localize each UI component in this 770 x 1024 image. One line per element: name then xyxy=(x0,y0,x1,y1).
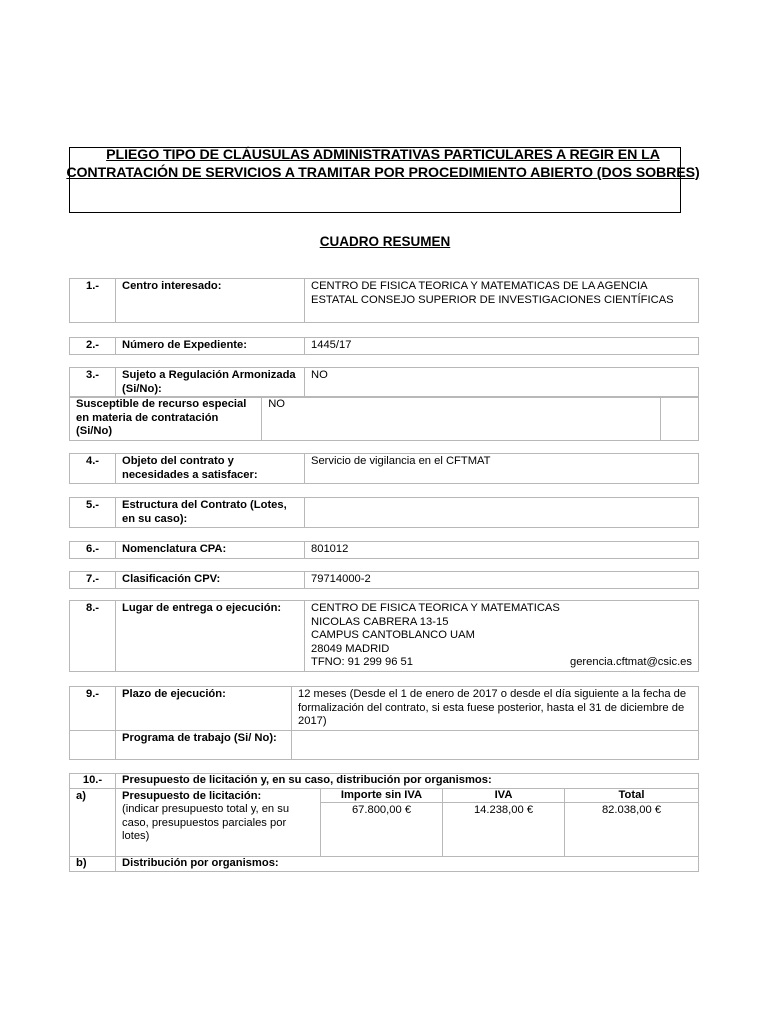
row-number: 5.- xyxy=(70,498,116,528)
address-line: CENTRO DE FISICA TEORICA Y MATEMATICAS xyxy=(311,602,560,614)
row-number: 10.- xyxy=(70,774,116,789)
email-text: gerencia.cftmat@csic.es xyxy=(569,656,692,668)
row-value xyxy=(305,601,699,672)
row-5-table xyxy=(69,497,699,528)
row-6-table xyxy=(69,541,699,559)
value-importe: 67.800,00 € xyxy=(321,803,443,857)
row-label: Estructura del Contrato (Lotes, en su caso): xyxy=(116,498,305,528)
row-label: Nomenclatura CPA: xyxy=(116,542,305,559)
phone-text: TFNO: 91 299 96 51 xyxy=(311,656,413,668)
row-value: 12 meses (Desde el 1 de enero de 2017 o desde el día siguiente a la fecha de formalización del contrato, si esta fuese posterior, hasta el 31 de diciembre de 2017) xyxy=(292,687,699,731)
row-label: Sujeto a Regulación Armonizada (Si/No): xyxy=(116,368,305,398)
budget-note: (indicar presupuesto total y, en su caso, presupuestos parciales por lotes) xyxy=(122,803,290,842)
row-number: 9.- xyxy=(70,687,116,731)
row-number: 7.- xyxy=(70,572,116,589)
address-line: NICOLAS CABRERA 13-15 xyxy=(311,615,449,628)
row-label: Número de Expediente: xyxy=(116,338,305,355)
distribution-label: Distribución por organismos: xyxy=(116,857,699,872)
row-value: CENTRO DE FISICA TEORICA Y MATEMATICAS DE LA AGENCIA ESTATAL CONSEJO SUPERIOR DE INVESTIGACIONES CIENTÍFICAS xyxy=(305,279,699,323)
row-number: 8.- xyxy=(70,601,116,672)
row-7-table xyxy=(69,571,699,589)
subsection-b-marker: b) xyxy=(70,857,116,872)
row-label: Centro interesado: xyxy=(116,279,305,323)
row-number: 4.- xyxy=(70,454,116,484)
row-number: 2.- xyxy=(70,338,116,355)
row-label: Lugar de entrega o ejecución: xyxy=(116,601,305,672)
address-line: CAMPUS CANTOBLANCO UAM xyxy=(311,629,475,641)
row-value: 1445/17 xyxy=(305,338,699,355)
col-header-importe: Importe sin IVA xyxy=(321,788,443,803)
row-label: Plazo de ejecución: xyxy=(116,687,292,731)
row-label: Presupuesto de licitación y, en su caso, distribución por organismos: xyxy=(116,774,699,789)
row-value: Servicio de vigilancia en el CFTMAT xyxy=(305,454,699,484)
row-2-table xyxy=(69,337,699,355)
row-sub-empty xyxy=(660,397,698,441)
row-label: Clasificación CPV: xyxy=(116,572,305,589)
contact-line xyxy=(311,656,692,670)
row-sub-value xyxy=(292,730,699,759)
row-number: 3.- xyxy=(70,368,116,398)
row-value: 79714000-2 xyxy=(305,572,699,589)
budget-label-cell xyxy=(116,788,321,857)
row-8-table xyxy=(69,600,699,672)
row-4-table xyxy=(69,453,699,484)
budget-label: Presupuesto de licitación: xyxy=(122,789,262,802)
row-number-empty xyxy=(70,730,116,759)
row-1-table xyxy=(69,278,699,323)
row-value: 801012 xyxy=(305,542,699,559)
col-header-iva: IVA xyxy=(443,788,565,803)
value-iva: 14.238,00 € xyxy=(443,803,565,857)
row-10-table xyxy=(69,773,699,872)
row-label: Objeto del contrato y necesidades a satisfacer: xyxy=(116,454,305,484)
row-3-sub-table xyxy=(69,396,699,441)
address-line: 28049 MADRID xyxy=(311,642,390,655)
row-sub-label: Programa de trabajo (Si/ No): xyxy=(116,730,292,759)
value-total: 82.038,00 € xyxy=(565,803,699,857)
row-number: 6.- xyxy=(70,542,116,559)
row-value: NO xyxy=(305,368,699,398)
row-number: 1.- xyxy=(70,279,116,323)
row-sub-label: Susceptible de recurso especial en materia de contratación (Si/No) xyxy=(70,397,262,441)
row-9-table xyxy=(69,686,699,760)
row-value xyxy=(305,498,699,528)
subsection-a-marker: a) xyxy=(70,788,116,857)
row-3-table xyxy=(69,367,699,398)
document-subtitle: CUADRO RESUMEN xyxy=(319,234,451,249)
col-header-total: Total xyxy=(565,788,699,803)
row-sub-value: NO xyxy=(262,397,661,441)
document-title: PLIEGO TIPO DE CLÁUSULAS ADMINISTRATIVAS PARTICULARES A REGIR EN LA CONTRATACIÓN DE SERVICIOS A TRAMITAR POR PROCEDIMIENTO ABIERTO (DOS SOBRES) xyxy=(66,147,700,181)
